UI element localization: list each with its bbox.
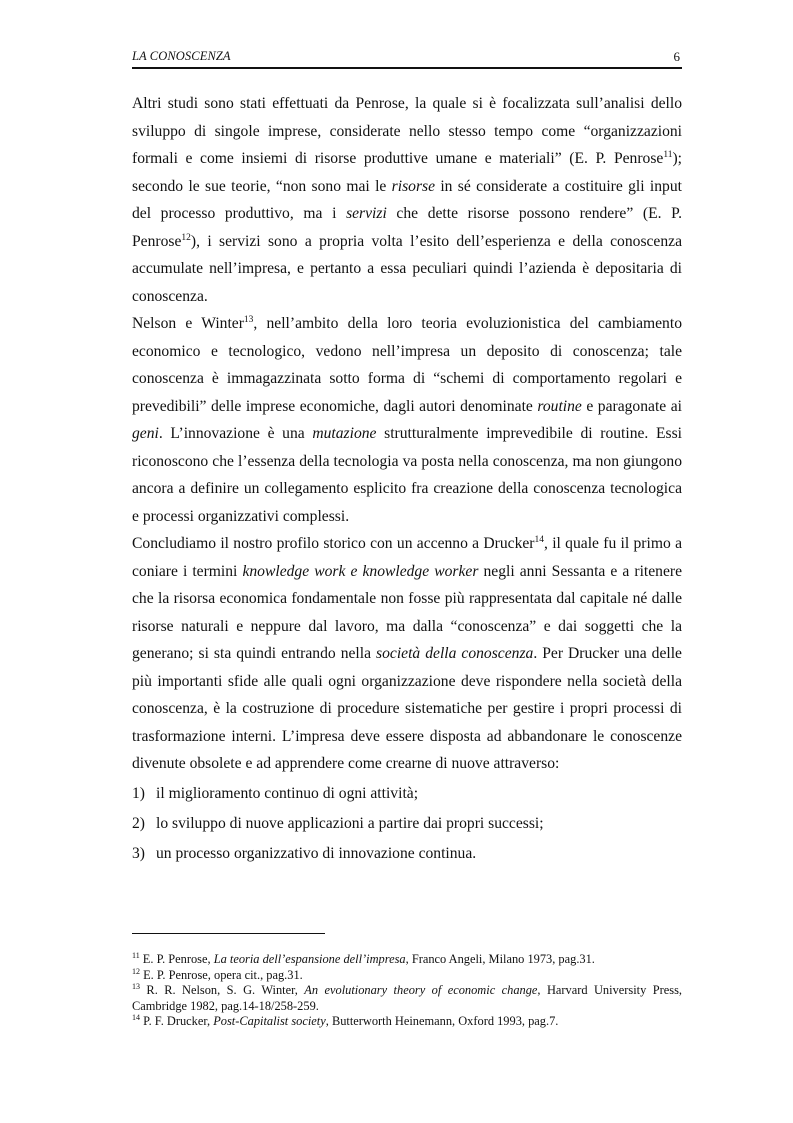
text-run: . Per Drucker una delle più importanti sfide alle quali ogni organizzazione deve rispondere nella società della conoscenza, è la costruzione di procedure sistematiche per gestire i propri processi di trasformazione interni. L’impresa deve essere disposta ad abbandonare le conoscenze divenute obsolete e ad apprendere come crearne di nuove attraverso:	[132, 645, 682, 772]
text-run: , Franco Angeli, Milano 1973, pag.31.	[405, 952, 595, 966]
emphasis: Post-Capitalist society	[213, 1014, 326, 1028]
footnotes	[132, 952, 682, 1030]
footnote	[132, 1014, 682, 1030]
list-item	[132, 840, 682, 868]
footnote	[132, 968, 682, 984]
list-text: lo sviluppo di nuove applicazioni a partire dai propri successi;	[156, 815, 544, 832]
emphasis: An evolutionary theory of economic change	[304, 983, 538, 997]
text-run: , Harvard University Press, Cambridge 1982, pag.14-18/258-259.	[132, 983, 682, 1013]
main-text	[132, 90, 682, 868]
emphasis: geni	[132, 425, 159, 442]
footnote-mark: 14	[132, 1012, 140, 1022]
list-text: il miglioramento continuo di ogni attività;	[156, 785, 419, 802]
emphasis: routine	[537, 397, 582, 415]
footnote	[132, 983, 682, 1014]
list-text: un processo organizzativo di innovazione continua.	[156, 845, 477, 862]
list-number: 3)	[132, 845, 145, 862]
paragraph-penrose	[132, 90, 682, 310]
page-number: 6	[673, 49, 680, 64]
text-run: , Butterworth Heinemann, Oxford 1993, pag.7.	[325, 1014, 559, 1028]
paragraph-nelson-winter	[132, 310, 682, 530]
emphasis: servizi	[346, 205, 387, 222]
footnote-ref: 11	[663, 149, 673, 160]
emphasis: risorse	[391, 177, 435, 195]
text-run: Concludiamo il nostro profilo storico con un accenno a Drucker	[132, 535, 535, 552]
text-run: , il quale fu il primo a coniare i termini	[132, 535, 682, 580]
text-run: che dette risorse possono rendere” (E. P. Penrose	[132, 205, 682, 250]
emphasis: knowledge work e knowledge worker	[242, 562, 479, 580]
text-run: , nell’ambito della loro teoria evoluzionistica del cambiamento economico e tecnologico, vedono nell’impresa un deposito di conoscenza; tale conoscenza è immagazzinata sotto forma di “schemi di comportamento regolari e prevedibili” delle imprese economiche, dagli autori denominate	[132, 315, 682, 415]
footnote-ref: 13	[243, 314, 254, 325]
text-run: E. P. Penrose, opera cit., pag.31.	[140, 967, 303, 982]
text-run: . L’innovazione è una	[158, 425, 313, 442]
text-run: Altri studi sono stati effettuati da Penrose, la quale si è focalizzata sull’analisi dello sviluppo di singole imprese, considerate nello stesso tempo come “organizzazioni formali e come insiemi di risorse produttive umane e materiali” (E. P. Penrose	[132, 95, 682, 167]
emphasis: mutazione	[312, 425, 377, 442]
footnote-mark: 11	[132, 950, 140, 960]
footnote-mark: 13	[132, 981, 140, 991]
text-run: ); secondo le sue teorie, “non sono mai le	[132, 150, 682, 195]
list-number: 1)	[132, 785, 145, 802]
text-run: Nelson e Winter	[132, 315, 244, 332]
list-number: 2)	[132, 815, 145, 832]
emphasis: La teoria dell’espansione dell’impresa	[213, 952, 406, 966]
list-item	[132, 810, 682, 838]
footnote-separator	[132, 933, 325, 934]
text-run: strutturalmente imprevedibile di routine. Essi riconoscono che l’essenza della tecnologia va posta nella conoscenza, ma non giungono ancora a definire un collegamento esplicito fra creazione della conoscenza tecnologica e processi organizzativi complessi.	[132, 425, 682, 525]
text-run: E. P. Penrose,	[139, 952, 214, 966]
footnote-mark: 12	[132, 966, 140, 976]
running-title: LA CONOSCENZA	[132, 49, 231, 63]
footnote-ref: 12	[181, 232, 191, 243]
text-run: in sé considerate a costituire gli input del processo produttivo, ma i	[132, 177, 682, 222]
footnote	[132, 952, 682, 968]
page-header	[132, 47, 682, 69]
text-run: negli anni Sessanta e a ritenere che la risorsa economica fondamentale non fosse più rappresentata dal capitale né dalle risorse naturali e neppure dal lavoro, ma dalla “conoscenza” e dai soggetti che la generano; si sta quindi entrando nella	[132, 562, 683, 662]
text-run: R. R. Nelson, S. G. Winter,	[140, 983, 305, 997]
text-run: ), i servizi sono a propria volta l’esito dell’esperienza e della conoscenza accumulate nell’impresa, e pertanto a essa peculiari quindi l’azienda è depositaria di conoscenza.	[132, 232, 682, 305]
footnote-ref: 14	[534, 534, 544, 545]
text-run: P. F. Drucker,	[140, 1014, 214, 1028]
paragraph-drucker	[132, 530, 682, 778]
list-item	[132, 780, 682, 808]
emphasis: società della conoscenza	[376, 645, 534, 662]
numbered-list	[132, 780, 682, 868]
text-run: e paragonate ai	[581, 397, 682, 415]
